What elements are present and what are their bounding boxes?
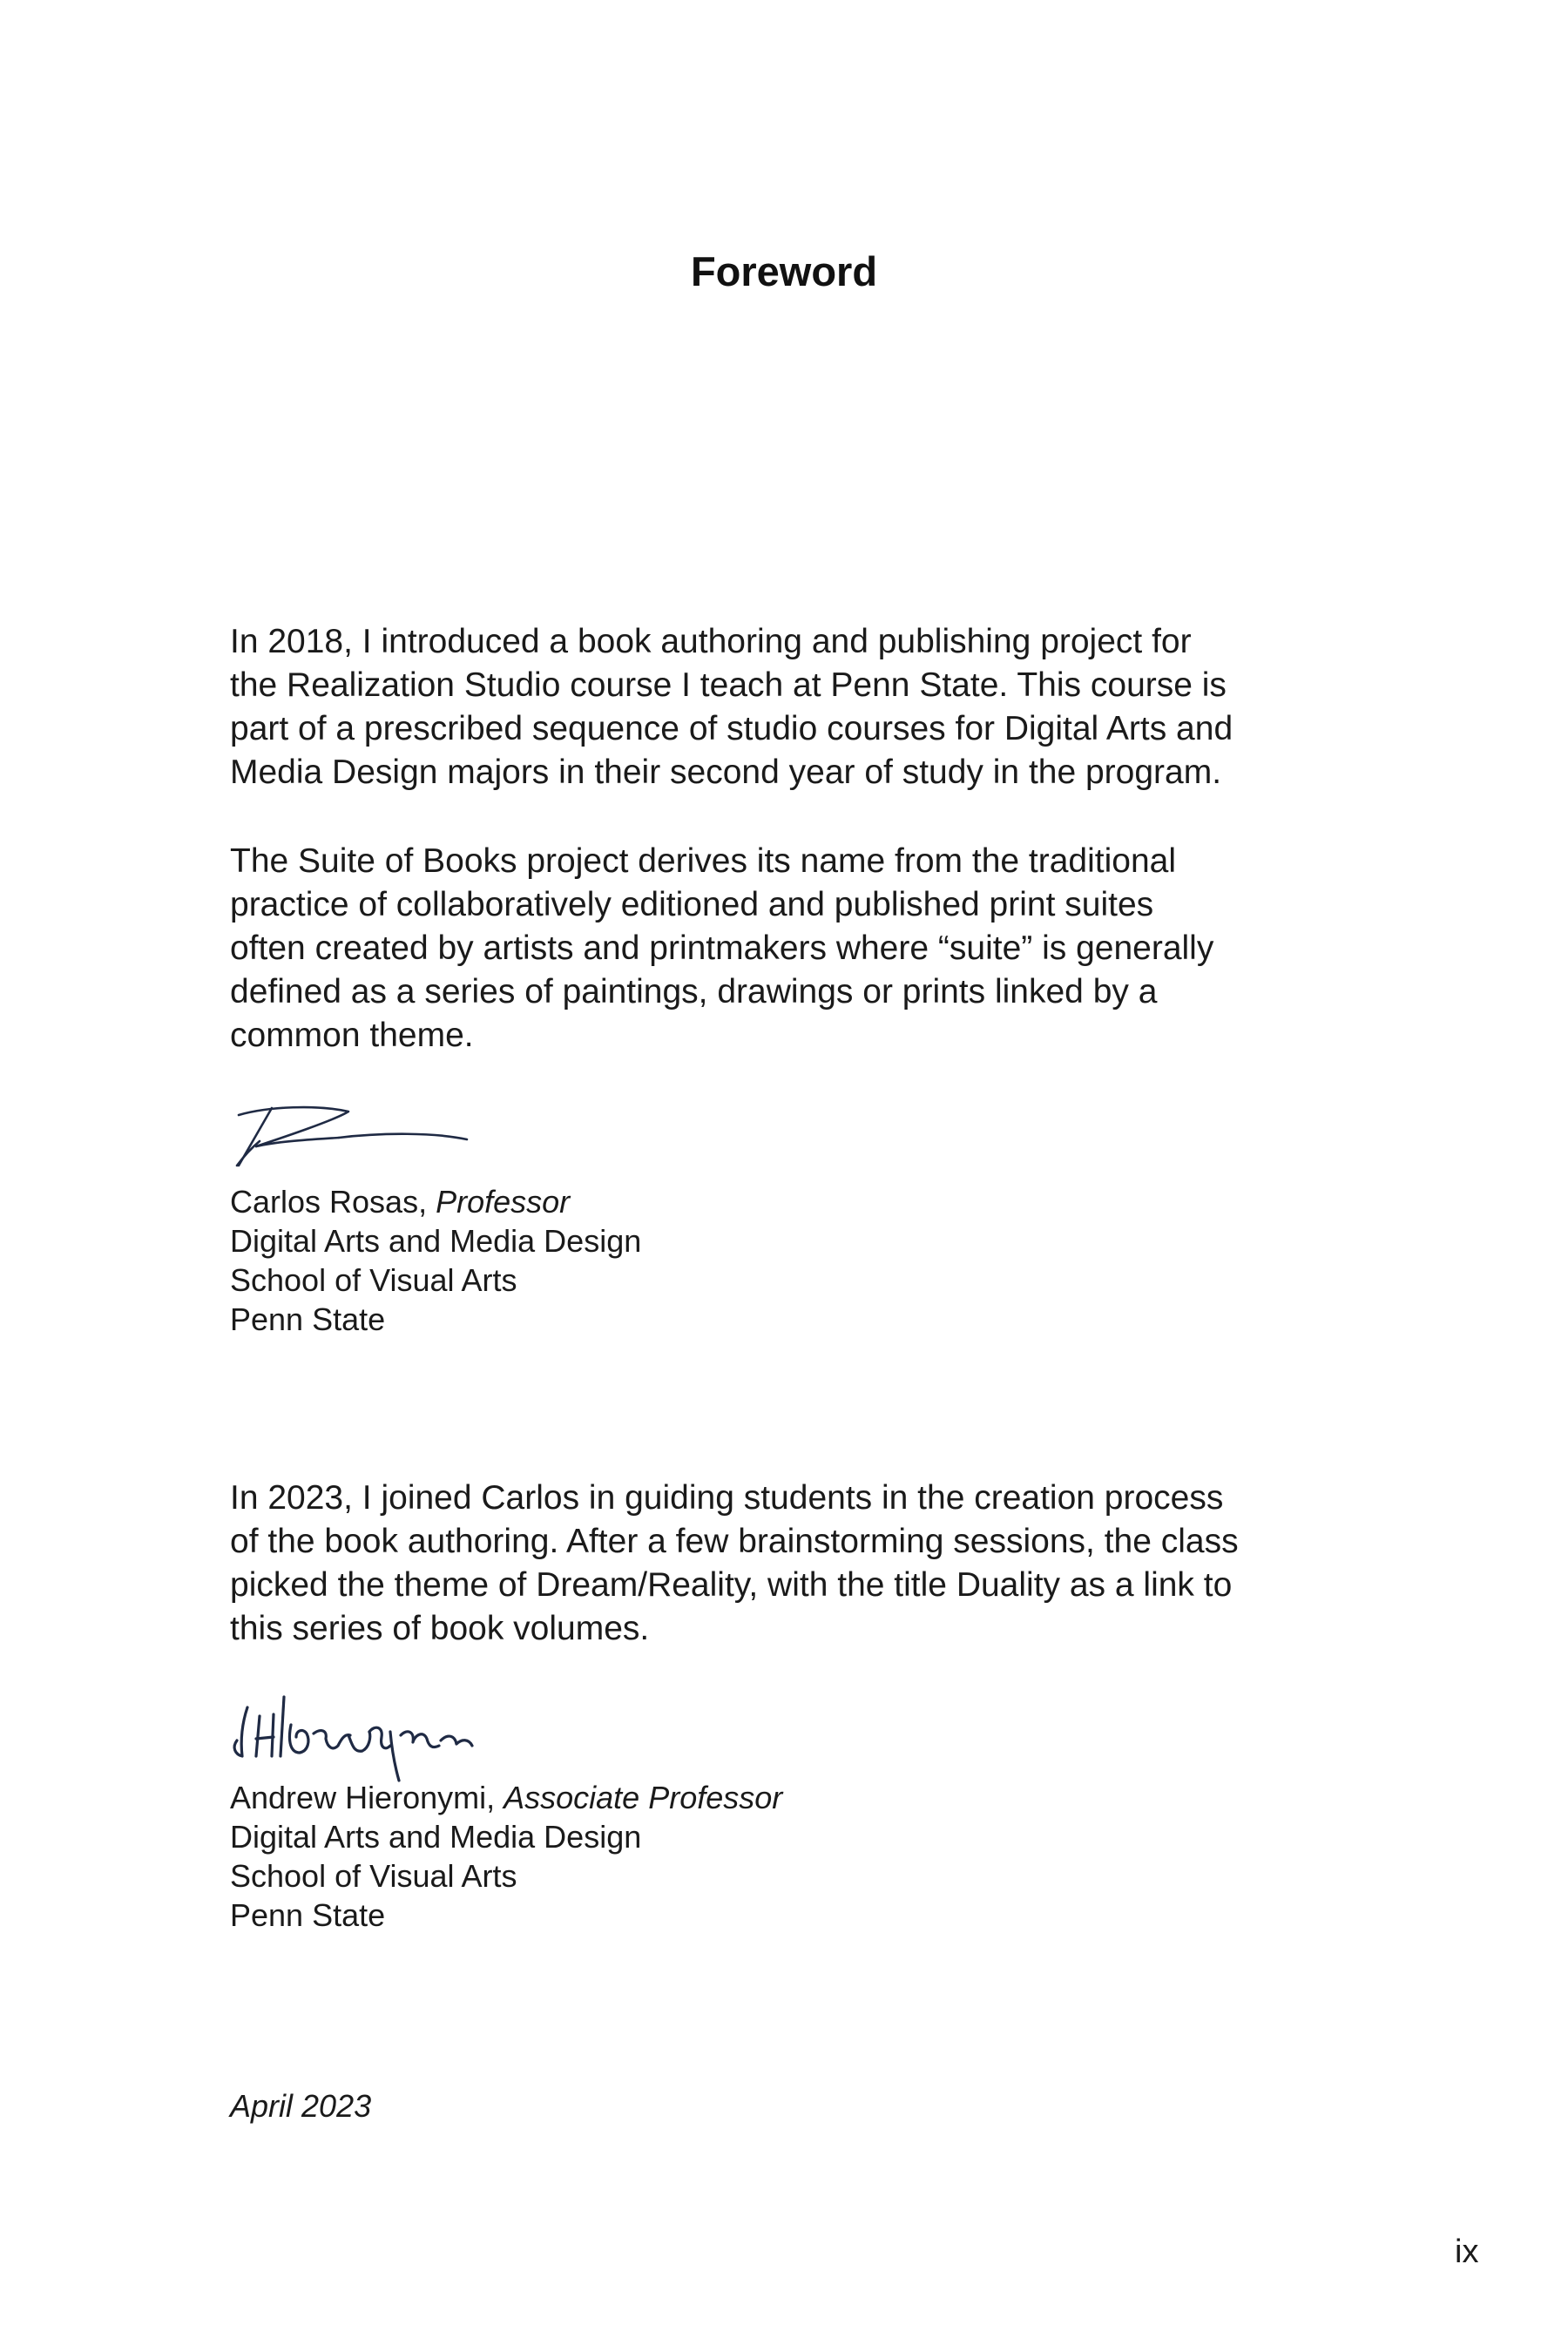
paragraph-line: often created by artists and printmakers where “suite” is generally xyxy=(230,929,1214,967)
paragraph-line: In 2018, I introduced a book authoring and publishing project for xyxy=(230,623,1192,660)
signatory-school: School of Visual Arts xyxy=(230,1262,517,1298)
signatory-university: Penn State xyxy=(230,1301,386,1337)
signatory-role: Professor xyxy=(436,1184,571,1220)
paragraph-line: In 2023, I joined Carlos in guiding students in the creation process xyxy=(230,1479,1224,1517)
paragraph-line: picked the theme of Dream/Reality, with the title Duality as a link to xyxy=(230,1566,1233,1604)
paragraph-line: this series of book volumes. xyxy=(230,1610,650,1647)
signatory-role: Associate Professor xyxy=(504,1780,783,1815)
signatory-university: Penn State xyxy=(230,1897,386,1933)
foreword-paragraph-1 xyxy=(230,620,1389,794)
signatory-department: Digital Arts and Media Design xyxy=(230,1819,642,1855)
paragraph-line: the Realization Studio course I teach at Penn State. This course is xyxy=(230,666,1227,704)
carlos-rosas-signature xyxy=(230,1098,491,1176)
page-title: Foreword xyxy=(690,248,878,294)
paragraph-line: Media Design majors in their second year of study in the program. xyxy=(230,754,1222,791)
signatory-line xyxy=(230,1182,641,1221)
signatory-name: Carlos Rosas, xyxy=(230,1184,428,1220)
signatory-department: Digital Arts and Media Design xyxy=(230,1223,642,1259)
carlos-rosas-signature-block xyxy=(230,1182,641,1339)
signatory-school: School of Visual Arts xyxy=(230,1858,517,1894)
signatory-name: Andrew Hieronymi, xyxy=(230,1780,496,1815)
andrew-hieronymi-signature xyxy=(230,1690,535,1786)
paragraph-line: of the book authoring. After a few brainstorming sessions, the class xyxy=(230,1523,1239,1560)
paragraph-line: part of a prescribed sequence of studio courses for Digital Arts and xyxy=(230,710,1233,747)
signatory-line xyxy=(230,1778,782,1817)
foreword-paragraph-3 xyxy=(230,1477,1389,1651)
paragraph-line: defined as a series of paintings, drawings or prints linked by a xyxy=(230,973,1158,1010)
andrew-hieronymi-signature-block xyxy=(230,1778,782,1935)
foreword-paragraph-2 xyxy=(230,840,1389,1058)
paragraph-line: common theme. xyxy=(230,1017,474,1054)
paragraph-line: practice of collaboratively editioned and published print suites xyxy=(230,886,1154,923)
foreword-date: April 2023 xyxy=(230,2088,372,2124)
paragraph-line: The Suite of Books project derives its name from the traditional xyxy=(230,842,1177,880)
page-number: ix xyxy=(1455,2234,1479,2270)
